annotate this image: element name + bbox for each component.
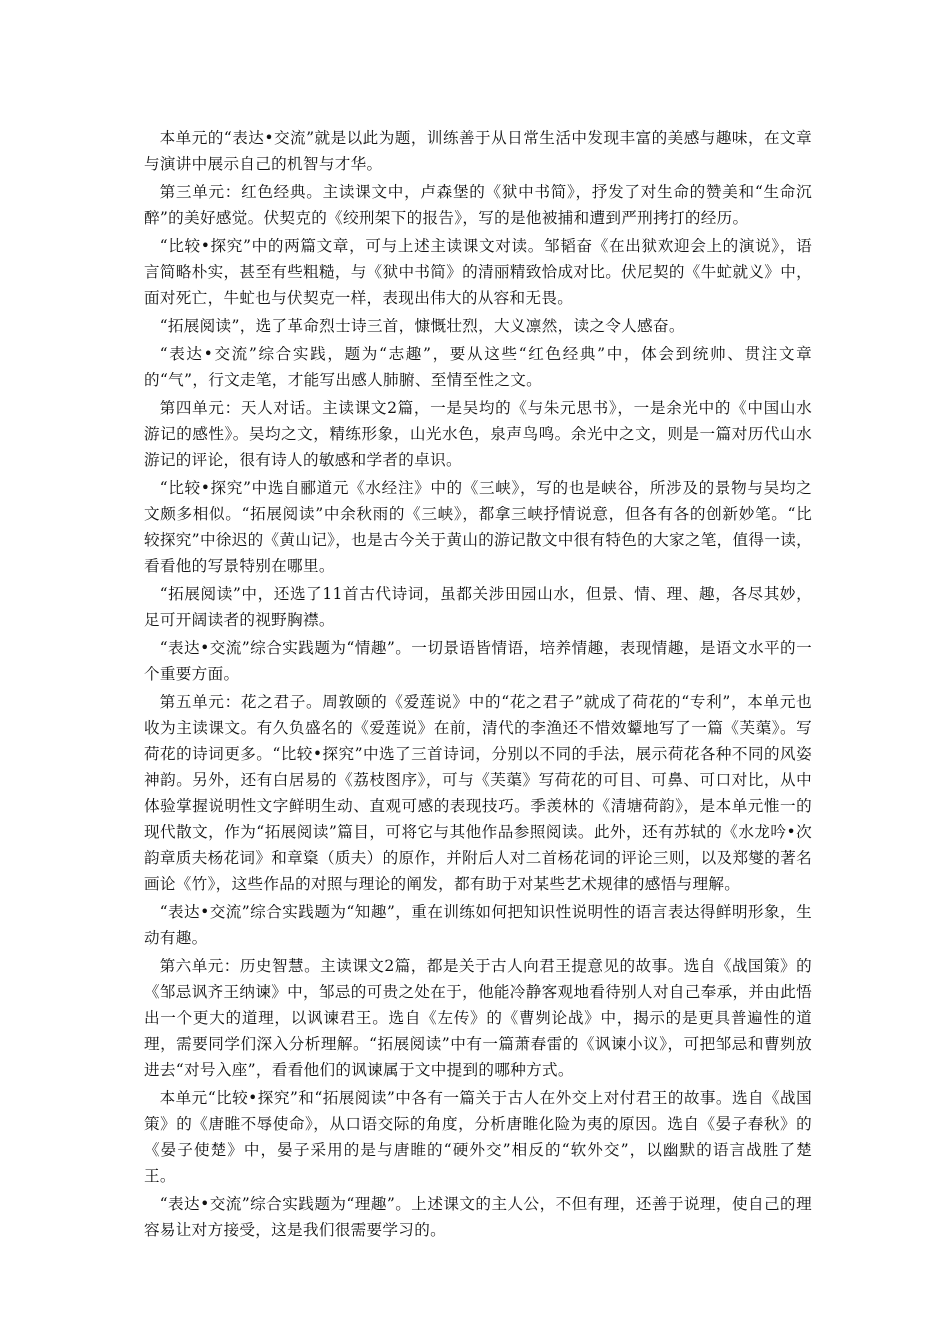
paragraph-unit6-practice: “表达•交流”综合实践题为“理趣”。上述课文的主人公，不但有理，还善于说理，使自己的理容易让对方接受，这是我们很需要学习的。 <box>144 1195 812 1239</box>
paragraph-unit4-practice: “表达•交流”综合实践题为“情趣”。一切景语皆情语，培养情趣，表现情趣，是语文水平的一个重要方面。 <box>144 639 812 683</box>
paragraph-unit4-extended-reading: “拓展阅读”中，还选了11首古代诗词，虽都关涉田园山水，但景、情、理、趣，各尽其妙，足可开阔读者的视野胸襟。 <box>144 585 812 629</box>
paragraph-unit4-intro: 第四单元：天人对话。主读课文2篇，一是吴均的《与朱元思书》，一是余光中的《中国山水游记的感性》。吴均之文，精练形象，山光水色，泉声鸟鸣。余光中之文，则是一篇对历代山水游记的评论，很有诗人的敏感和学者的卓识。 <box>144 399 812 469</box>
paragraph-unit3-compare: “比较•探究”中的两篇文章，可与上述主读课文对读。邹韬奋《在出狱欢迎会上的演说》，语言简略朴实，甚至有些粗糙，与《狱中书简》的清丽精致恰成对比。伏尼契的《牛虻就义》中，面对死亡，牛虻也与伏契克一样，表现出伟大的从容和无畏。 <box>144 237 812 307</box>
paragraph-unit6-intro: 第六单元：历史智慧。主读课文2篇，都是关于古人向君王提意见的故事。选自《战国策》的《邹忌讽齐王纳谏》中，邹忌的可贵之处在于，他能冷静客观地看待别人对自己奉承，并由此悟出一个更大的道理，以讽谏君王。选自《左传》的《曹刿论战》中，揭示的是更具普遍性的道理，需要同学们深入分析理解。“拓展阅读”中有一篇萧春雷的《讽谏小议》，可把邹忌和曹刿放进去“对号入座”，看看他们的讽谏属于文中提到的哪种方式。 <box>144 957 812 1079</box>
document-body <box>144 125 812 1245</box>
paragraph-unit2-conclusion: 本单元的“表达•交流”就是以此为题，训练善于从日常生活中发现丰富的美感与趣味，在文章与演讲中展示自己的机智与才华。 <box>144 129 812 173</box>
paragraph-unit5-practice: “表达•交流”综合实践题为“知趣”，重在训练如何把知识性说明性的语言表达得鲜明形象，生动有趣。 <box>144 903 812 947</box>
paragraph-unit6-compare: 本单元“比较•探究”和“拓展阅读”中各有一篇关于古人在外交上对付君王的故事。选自《战国策》的《唐睢不辱使命》，从口语交际的角度，分析唐睢化险为夷的原因。选自《晏子春秋》的《晏子使楚》中，晏子采用的是与唐睢的“硬外交”相反的“软外交”，以幽默的语言战胜了楚王。 <box>144 1089 812 1185</box>
paragraph-unit3-extended-reading: “拓展阅读”，选了革命烈士诗三首，慷慨壮烈，大义凛然，读之令人感奋。 <box>159 317 685 335</box>
paragraph-unit5-intro: 第五单元：花之君子。周敦颐的《爱莲说》中的“花之君子”就成了荷花的“专利”，本单元也收为主读课文。有久负盛名的《爱莲说》在前，清代的李渔还不惜效颦地写了一篇《芙蕖》。写荷花的诗词更多。“比较•探究”中选了三首诗词，分别以不同的手法，展示荷花各种不同的风姿神韵。另外，还有白居易的《荔枝图序》，可与《芙蕖》写荷花的可目、可鼻、可口对比，从中体验掌握说明性文字鲜明生动、直观可感的表现技巧。季羡林的《清塘荷韵》，是本单元惟一的现代散文，作为“拓展阅读”篇目，可将它与其他作品参照阅读。此外，还有苏轼的《水龙吟•次韵章质夫杨花词》和章楶（质夫）的原作，并附后人对二首杨花词的评论三则，以及郑燮的著名画论《竹》，这些作品的对照与理论的阐发，都有助于对某些艺术规律的感悟与理解。 <box>144 693 812 893</box>
paragraph-unit4-compare: “比较•探究”中选自郦道元《水经注》中的《三峡》，写的也是峡谷，所涉及的景物与吴均之文颇多相似。“拓展阅读”中余秋雨的《三峡》，都拿三峡抒情说意，但各有各的创新妙笔。“比较探究”中徐迟的《黄山记》，也是古今关于黄山的游记散文中很有特色的大家之笔，值得一读，看看他的写景特别在哪里。 <box>144 479 813 575</box>
paragraph-unit3-intro: 第三单元：红色经典。主读课文中，卢森堡的《狱中书简》，抒发了对生命的赞美和“生命沉醉”的美好感觉。伏契克的《绞刑架下的报告》，写的是他被捕和遭到严刑拷打的经历。 <box>144 183 812 227</box>
paragraph-unit3-practice: “表达•交流”综合实践，题为“志趣”，要从这些“红色经典”中，体会到统帅、贯注文章的“气”，行文走笔，才能写出感人肺腑、至情至性之文。 <box>144 345 812 389</box>
